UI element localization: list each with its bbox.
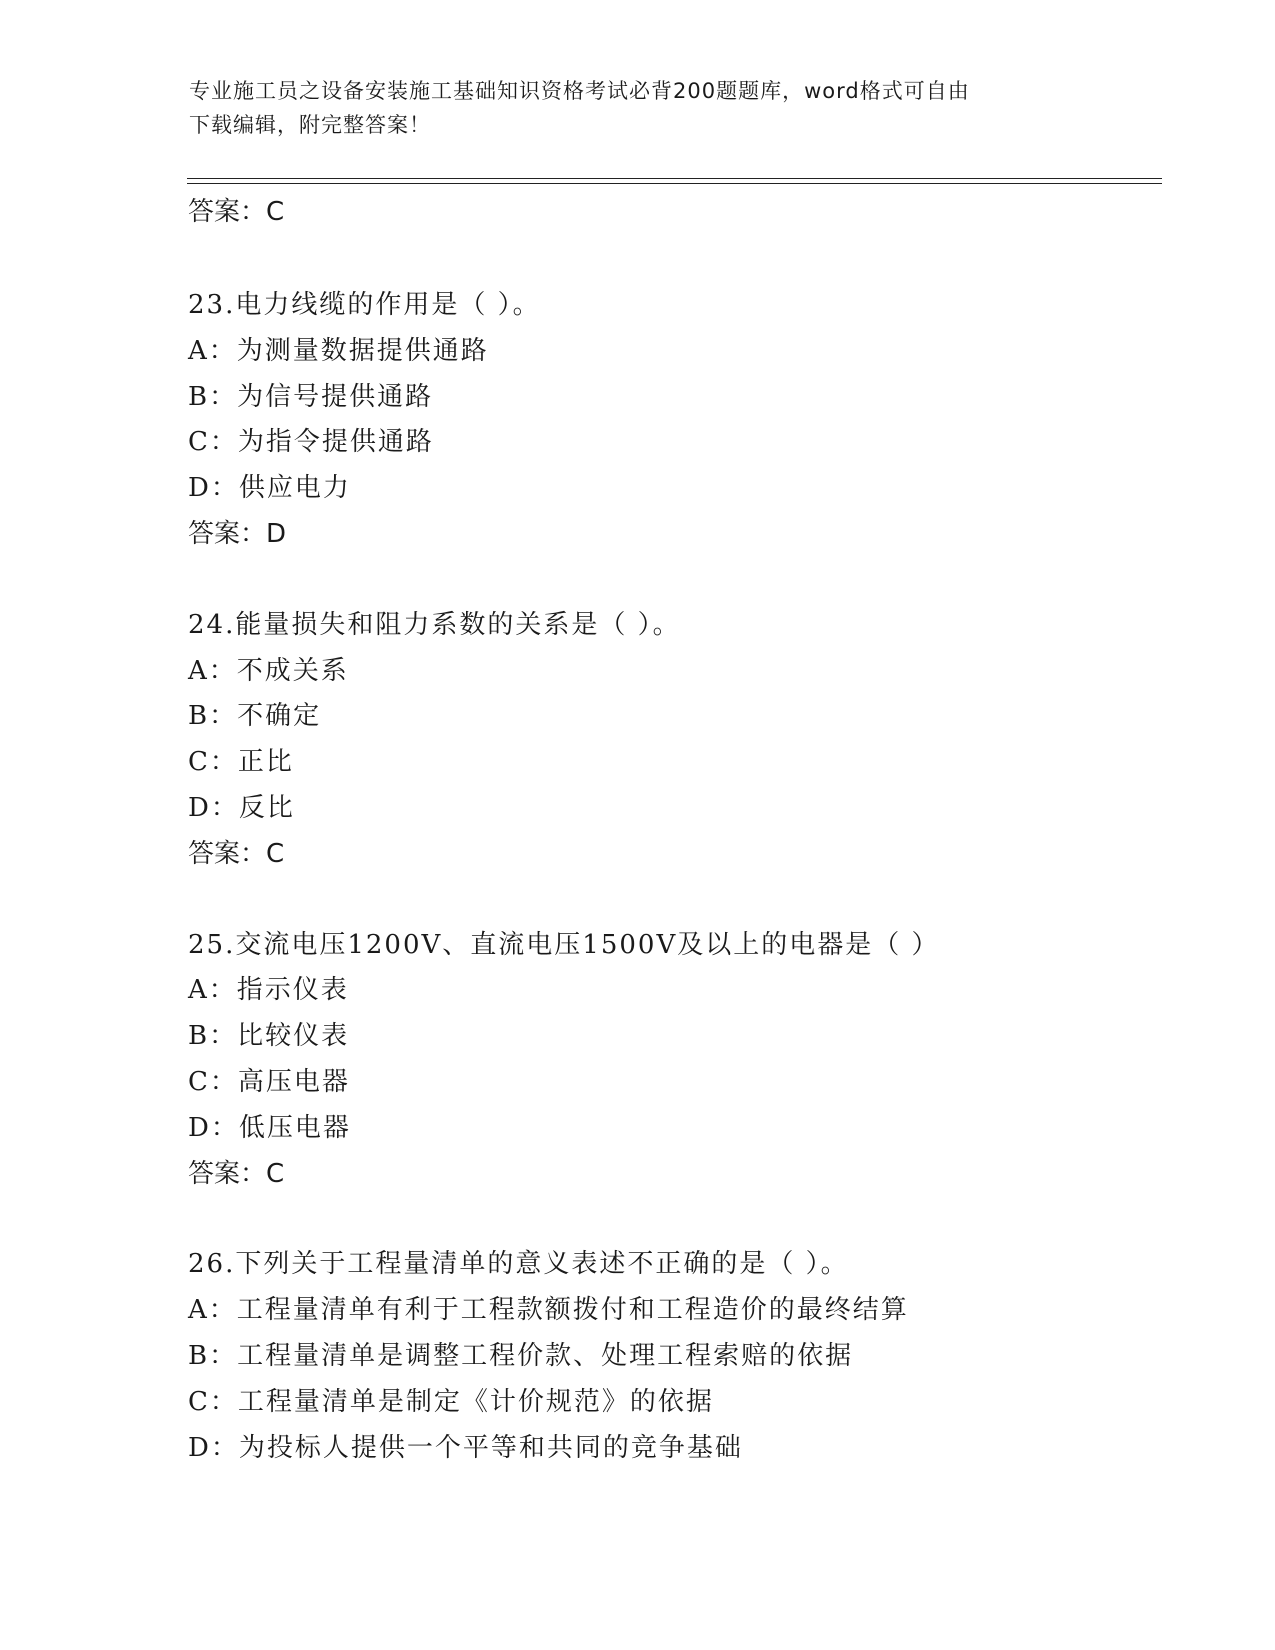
option-d: D：低压电器	[188, 1112, 351, 1143]
question-stem: 23.电力线缆的作用是（ ）。	[188, 290, 541, 320]
answer-line: 答案：C	[188, 197, 285, 227]
option-c: C：工程量清单是制定《计价规范》的依据	[188, 1386, 714, 1417]
answer-line: 答案：C	[188, 1158, 285, 1189]
question-list	[188, 283, 1168, 1516]
option-a: A：指示仪表	[188, 975, 349, 1006]
option-c: C：为指令提供通路	[188, 427, 434, 458]
option-d: D：反比	[188, 792, 295, 823]
question-26	[188, 1242, 1168, 1471]
option-b: B：为信号提供通路	[188, 381, 434, 412]
question-stem: 26.下列关于工程量清单的意义表述不正确的是（ ）。	[188, 1249, 849, 1280]
option-c: C：正比	[188, 747, 294, 778]
question-24	[188, 603, 1168, 878]
answer-line: 答案：C	[188, 838, 285, 869]
option-b: B：比较仪表	[188, 1021, 350, 1052]
header-line-1: 专业施工员之设备安装施工基础知识资格考试必背200题题库，word格式可自由	[189, 79, 970, 103]
option-a: A：不成关系	[188, 655, 349, 686]
header-divider-top	[187, 178, 1162, 179]
header-divider-bottom	[187, 183, 1162, 184]
question-stem: 24.能量损失和阻力系数的关系是（ ）。	[188, 609, 681, 640]
document-header	[189, 74, 1089, 142]
option-c: C：高压电器	[188, 1066, 350, 1097]
answer-line: 答案：D	[188, 518, 287, 549]
option-b: B：不确定	[188, 701, 322, 732]
header-line-2: 下载编辑，附完整答案！	[189, 113, 431, 137]
option-d: D：为投标人提供一个平等和共同的竞争基础	[188, 1432, 743, 1463]
question-stem: 25.交流电压1200V、直流电压1500V及以上的电器是（ ）	[188, 929, 940, 960]
option-b: B：工程量清单是调整工程价款、处理工程索赔的依据	[188, 1340, 854, 1371]
option-a: A：工程量清单有利于工程款额拨付和工程造价的最终结算	[188, 1295, 909, 1326]
option-a: A：为测量数据提供通路	[188, 335, 489, 366]
question-25	[188, 923, 1168, 1198]
option-d: D：供应电力	[188, 473, 351, 504]
question-23	[188, 283, 1168, 558]
